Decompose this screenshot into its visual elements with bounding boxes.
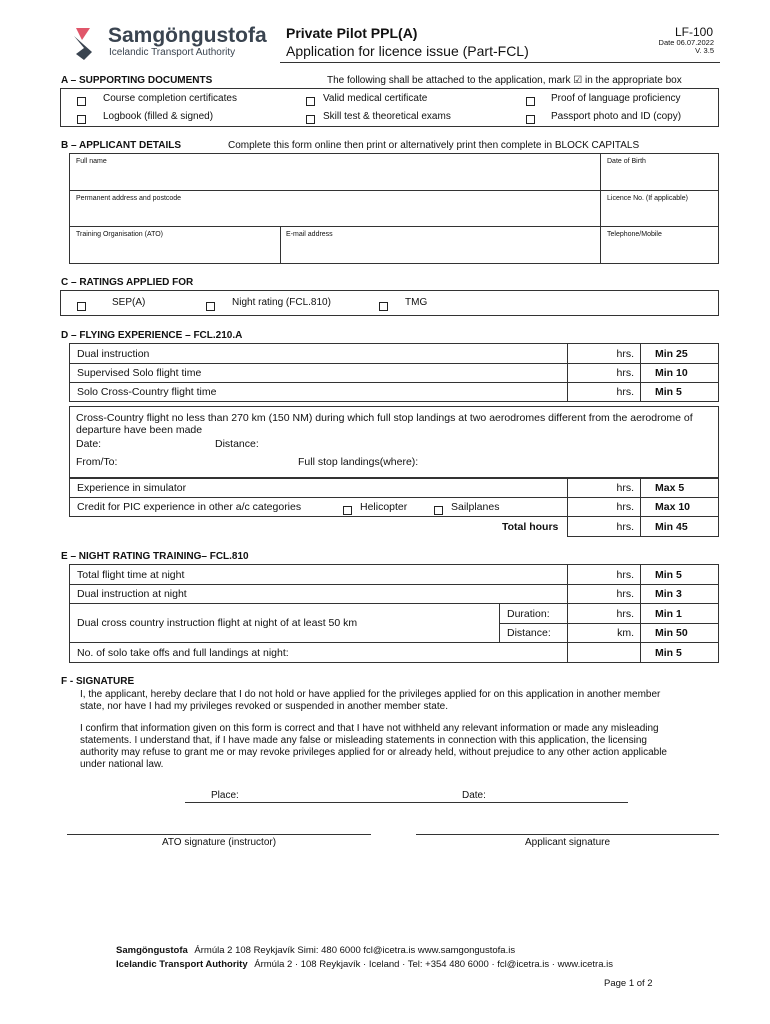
- section-d-heading: D – FLYING EXPERIENCE – FCL.210.A: [61, 330, 243, 341]
- unit-label: hrs.: [616, 386, 634, 398]
- cc-from-to-label[interactable]: From/To:: [76, 456, 118, 468]
- checkbox[interactable]: [526, 97, 535, 106]
- dob-field[interactable]: Date of Birth: [607, 158, 646, 165]
- ato-field[interactable]: Training Organisation (ATO): [76, 231, 164, 238]
- min-label: Max 5: [655, 482, 685, 494]
- min-cell: [640, 343, 719, 364]
- min-label: Min 50: [655, 627, 688, 639]
- doc-label: Valid medical certificate: [323, 93, 428, 104]
- min-label: Min 5: [655, 386, 682, 398]
- form-code: LF-100: [674, 25, 713, 39]
- hrs-cell: [567, 363, 641, 383]
- licence-no-field[interactable]: Licence No. (If applicable): [607, 195, 688, 202]
- doc-item[interactable]: [306, 93, 315, 111]
- night-total-row[interactable]: [69, 564, 568, 585]
- cross-country-text: Cross-Country flight no less than 270 km (150 NM) during which full stop landings at two aerodromes different from the aerodrome of departure have been made: [76, 412, 693, 436]
- unit-label: hrs.: [616, 347, 634, 360]
- min-label: Min 5: [655, 646, 682, 659]
- rating-option[interactable]: [379, 298, 388, 316]
- max-cell: [640, 478, 719, 498]
- footer-org-name-en: Icelandic Transport Authority: [116, 959, 248, 970]
- min-cell: [640, 603, 719, 624]
- unit-label: hrs.: [616, 588, 634, 600]
- form-subtitle: Application for licence issue (Part-FCL): [286, 43, 529, 59]
- doc-item[interactable]: [77, 93, 86, 111]
- page-number: Page 1 of 2: [604, 978, 653, 989]
- row-line: [69, 226, 719, 227]
- rating-option[interactable]: [206, 298, 215, 316]
- unit-label: hrs.: [616, 482, 634, 494]
- col-line: [600, 153, 601, 264]
- row-label: No. of solo take offs and full landings at night:: [77, 646, 289, 659]
- section-e-heading: E – NIGHT RATING TRAINING– FCL.810: [61, 551, 249, 562]
- email-field[interactable]: E-mail address: [286, 231, 333, 238]
- checkbox[interactable]: [434, 506, 443, 515]
- solo-landings-input[interactable]: [567, 642, 641, 663]
- min-label: Min 10: [655, 367, 688, 379]
- checkbox[interactable]: [306, 115, 315, 124]
- duration-label: Duration:: [507, 607, 550, 620]
- section-b-instruction: Complete this form online then print or alternatively print then complete in BLOCK CAPITALS: [228, 140, 640, 151]
- form-date: Date 06.07.2022: [658, 38, 714, 47]
- helicopter-label: Helicopter: [360, 501, 408, 513]
- checkbox[interactable]: [77, 302, 86, 311]
- helicopter-option[interactable]: [343, 502, 352, 520]
- applicant-signature-line[interactable]: [416, 834, 719, 835]
- row-label: Dual cross country instruction flight at night of at least 50 km: [77, 617, 358, 629]
- min-label: Min 25: [655, 347, 688, 360]
- min-cell: [640, 584, 719, 604]
- hrs-cell: [567, 584, 641, 604]
- checkbox[interactable]: [526, 115, 535, 124]
- doc-label: Logbook (filled & signed): [103, 111, 214, 122]
- checkbox[interactable]: [206, 302, 215, 311]
- footer-line-2: [116, 959, 613, 970]
- hrs-cell: [567, 564, 641, 585]
- min-label: Min 3: [655, 588, 682, 600]
- doc-label: Proof of language proficiency: [551, 93, 681, 104]
- dual-instruction-row[interactable]: [69, 343, 568, 364]
- col-line: [280, 226, 281, 264]
- min-cell: [640, 382, 719, 402]
- section-a-heading: A – SUPPORTING DOCUMENTS: [61, 75, 213, 86]
- hrs-cell: [567, 478, 641, 498]
- rating-label: SEP(A): [112, 297, 146, 308]
- hrs-cell[interactable]: [567, 516, 641, 537]
- ato-signature-line[interactable]: [67, 834, 371, 835]
- max-cell: [640, 497, 719, 517]
- date-label: Date:: [462, 790, 486, 801]
- row-label: Solo Cross-Country flight time: [77, 386, 217, 398]
- min-label: Min 45: [655, 520, 688, 533]
- row-label: Experience in simulator: [77, 482, 187, 494]
- section-b-heading: B – APPLICANT DETAILS: [61, 140, 182, 151]
- min-cell: [640, 564, 719, 585]
- applicant-signature-label: Applicant signature: [524, 837, 611, 848]
- doc-item[interactable]: [526, 111, 535, 129]
- doc-label: Skill test & theoretical exams: [323, 111, 451, 122]
- cc-date-label[interactable]: Date:: [76, 438, 102, 450]
- sailplanes-option[interactable]: [434, 502, 443, 520]
- cc-distance-label[interactable]: Distance:: [215, 438, 259, 450]
- distance-field[interactable]: [499, 623, 568, 643]
- simulator-row[interactable]: [69, 478, 568, 498]
- org-name: Samgöngustofa: [108, 24, 267, 47]
- unit-label: km.: [617, 627, 634, 639]
- phone-field[interactable]: Telephone/Mobile: [607, 231, 662, 238]
- ratings-box: [60, 290, 719, 316]
- solo-landings-row: [69, 642, 568, 663]
- row-label: Total flight time at night: [77, 568, 185, 581]
- doc-item[interactable]: [526, 93, 535, 111]
- hrs-cell: [567, 343, 641, 364]
- row-label: Credit for PIC experience in other a/c categories: [77, 501, 302, 513]
- doc-item[interactable]: [77, 111, 86, 129]
- min-cell: [640, 623, 719, 643]
- hrs-cell[interactable]: [567, 603, 641, 624]
- confirmation-text: I confirm that information given on this form is correct and that I have not withheld any relevant information or made any misleading statements. I understand that, if I have made any false or misleading statements in connection with this application, the licensing authority may refuse to grant me or may revoke privileges applied for or already held, without prejudice to any other action applicable under national law.: [80, 723, 667, 770]
- supervised-solo-row[interactable]: [69, 363, 568, 383]
- unit-label: hrs.: [616, 568, 634, 581]
- solo-xc-row[interactable]: [69, 382, 568, 402]
- unit-label: hrs.: [616, 607, 634, 620]
- logo: [70, 24, 104, 62]
- form-version: V. 3.5: [695, 46, 714, 55]
- rating-label: TMG: [405, 297, 428, 308]
- doc-label: Passport photo and ID (copy): [551, 111, 682, 122]
- total-hours-label: Total hours: [502, 521, 559, 533]
- checkbox[interactable]: [77, 115, 86, 124]
- address-field[interactable]: Permanent address and postcode: [76, 195, 182, 202]
- form-title: Private Pilot PPL(A): [286, 25, 418, 41]
- min-label: Max 10: [655, 501, 691, 513]
- min-cell: [640, 363, 719, 383]
- footer-contact: Ármúla 2 108 Reykjavík Simi: 480 6000 fcl@icetra.is www.samgongustofa.is: [194, 945, 516, 956]
- rating-label: Night rating (FCL.810): [232, 297, 331, 308]
- min-cell: [640, 642, 719, 663]
- doc-label: Course completion certificates: [103, 93, 237, 104]
- header-rule: [280, 62, 720, 63]
- cc-full-stop-label[interactable]: Full stop landings(where):: [298, 456, 419, 468]
- checkbox[interactable]: [306, 97, 315, 106]
- hrs-cell: [567, 497, 641, 517]
- duration-field[interactable]: [499, 603, 568, 624]
- row-label: Dual instruction at night: [77, 588, 187, 600]
- min-label: Min 1: [655, 607, 682, 620]
- section-c-heading: C – RATINGS APPLIED FOR: [61, 277, 194, 288]
- rating-option[interactable]: [77, 298, 86, 316]
- min-cell: [640, 516, 719, 537]
- footer-org-name: Samgöngustofa: [116, 945, 188, 956]
- doc-item[interactable]: [306, 111, 315, 129]
- org-subtitle: Icelandic Transport Authority: [109, 47, 236, 58]
- unit-label: hrs.: [616, 367, 634, 379]
- sailplanes-label: Sailplanes: [451, 501, 500, 513]
- hrs-cell: [567, 382, 641, 402]
- declaration-text: I, the applicant, hereby declare that I do not hold or have applied for the privileges applied for on this application in another member state, nor have I had my privileges revoked or suspended in another member state.: [80, 689, 661, 712]
- checkbox[interactable]: [77, 97, 86, 106]
- night-xc-row: [69, 603, 500, 643]
- full-name-field[interactable]: Full name: [76, 158, 107, 165]
- row-line: [69, 190, 719, 191]
- unit-label: hrs.: [616, 520, 634, 533]
- row-label: Dual instruction: [77, 347, 150, 360]
- night-dual-row[interactable]: [69, 584, 568, 604]
- ato-signature-label: ATO signature (instructor): [161, 837, 277, 848]
- footer-line-1: [116, 945, 515, 956]
- row-label: Supervised Solo flight time: [77, 367, 202, 379]
- footer-contact-en: Ármúla 2 · 108 Reykjavík · Iceland · Tel: +354 480 6000 · fcl@icetra.is · www.icetra.is: [254, 959, 614, 970]
- place-label: Place:: [211, 790, 239, 801]
- distance-label: Distance:: [507, 627, 551, 639]
- checkbox[interactable]: [343, 506, 352, 515]
- km-cell[interactable]: [567, 623, 641, 643]
- section-a-instruction: The following shall be attached to the application, mark ☑ in the appropriate box: [327, 75, 682, 86]
- section-f-heading: F - SIGNATURE: [61, 676, 135, 687]
- applicant-box: [69, 153, 719, 264]
- min-label: Min 5: [655, 568, 682, 581]
- checkbox[interactable]: [379, 302, 388, 311]
- place-date-line[interactable]: [185, 802, 628, 803]
- unit-label: hrs.: [616, 501, 634, 513]
